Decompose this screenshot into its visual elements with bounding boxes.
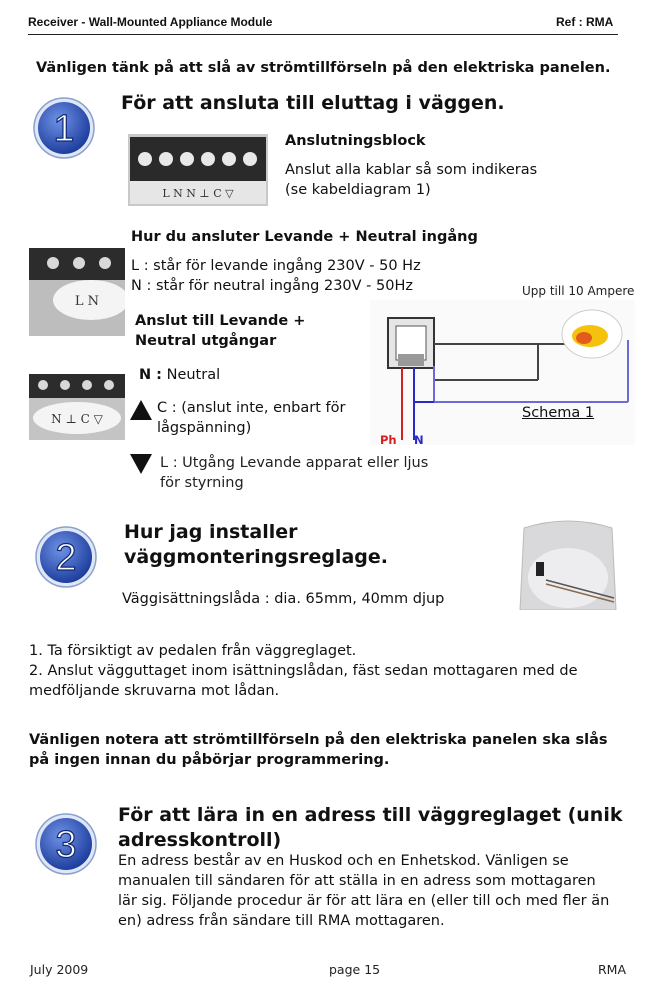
step-2-title-1: Hur jag installer	[124, 521, 298, 543]
output-heading-2: Neutral utgångar	[135, 333, 277, 349]
amp-label: Upp till 10 Ampere	[522, 284, 635, 298]
step-3-body-4: en) adress från sändare till RMA mottagaren.	[118, 913, 445, 929]
footer-page: page 15	[329, 962, 381, 977]
ground-icon	[128, 398, 154, 422]
instruction-2a: 2. Anslut vägguttaget inom isättningslådan, fäst sedan mottagaren med de	[29, 663, 578, 679]
output-arrow-icon	[128, 452, 154, 476]
wiring-diagram	[370, 280, 635, 450]
step-2-number: 2	[55, 537, 77, 579]
schema-label: Schema 1	[522, 405, 595, 421]
instruction-2b: medföljande skruvarna mot lådan.	[29, 683, 280, 699]
n-label: N	[414, 433, 424, 447]
terminal-block-photo	[128, 134, 268, 206]
step-1-title: För att ansluta till eluttag i väggen.	[121, 92, 505, 114]
neutral-line	[139, 367, 220, 383]
block-text-2: (se kabeldiagram 1)	[285, 182, 431, 198]
header-ref: Ref : RMA	[556, 15, 614, 29]
header-title: Receiver - Wall-Mounted Appliance Module	[28, 15, 273, 29]
warning-mid-2: på ingen innan du påbörjar programmering.	[29, 752, 390, 768]
step-3-title-1: För att lära in en adress till väggreglaget (unik	[118, 804, 623, 826]
step-3-badge	[34, 812, 98, 876]
output-terminal-photo	[29, 374, 125, 440]
input-terminal-labels: L N	[74, 294, 100, 309]
warning-mid-1: Vänligen notera att strömtillförseln på den elektriska panelen ska slås	[29, 732, 608, 748]
terminal-block-labels: L N N ⊥ C ▽	[162, 187, 234, 200]
c-text-1: C : (anslut inte, enbart för	[157, 400, 346, 416]
step-2-badge	[34, 525, 98, 589]
input-N: N : står för neutral ingång 230V - 50Hz	[131, 278, 413, 294]
wall-box-photo	[516, 518, 620, 610]
footer-ref: RMA	[598, 962, 627, 977]
output-terminal-labels: N ⊥ C ▽	[51, 412, 103, 426]
block-label: Anslutningsblock	[285, 133, 426, 149]
block-text-1: Anslut alla kablar så som indikeras	[285, 162, 538, 178]
footer-date: July 2009	[30, 962, 89, 977]
input-terminal-photo	[29, 248, 125, 336]
neutral-key: N :	[139, 367, 162, 383]
warning-top: Vänligen tänk på att slå av strömtillförseln på den elektriska panelen.	[36, 60, 611, 76]
instruction-1: 1. Ta försiktigt av pedalen från väggreglaget.	[29, 643, 357, 659]
step-3-body-2: manualen till sändaren för att ställa in en adress som mottagaren	[118, 873, 596, 889]
neutral-value: Neutral	[166, 367, 221, 383]
step-3-number: 3	[55, 824, 77, 866]
step-3-body-3: lär sig. Följande procedur är för att lära en (eller till och med fler än	[118, 893, 610, 909]
step-1-number: 1	[53, 108, 75, 150]
ph-label: Ph	[380, 433, 397, 447]
step-3-body-1: En adress består av en Huskod och en Enhetskod. Vänligen se	[118, 853, 569, 869]
input-heading: Hur du ansluter Levande + Neutral ingång	[131, 229, 478, 245]
input-L: L : står för levande ingång 230V - 50 Hz	[131, 258, 421, 274]
step-2-title-2: väggmonteringsreglage.	[124, 546, 388, 568]
l-text-2: för styrning	[160, 475, 244, 491]
c-text-2: lågspänning)	[157, 420, 252, 436]
step-1-badge	[32, 96, 96, 160]
step-3-title-2: adresskontroll)	[118, 829, 282, 851]
l-text-1: L : Utgång Levande apparat eller ljus	[160, 455, 429, 471]
box-text: Väggisättningslåda : dia. 65mm, 40mm djup	[122, 591, 445, 607]
output-heading-1: Anslut till Levande +	[135, 313, 306, 329]
header-rule	[28, 34, 618, 35]
